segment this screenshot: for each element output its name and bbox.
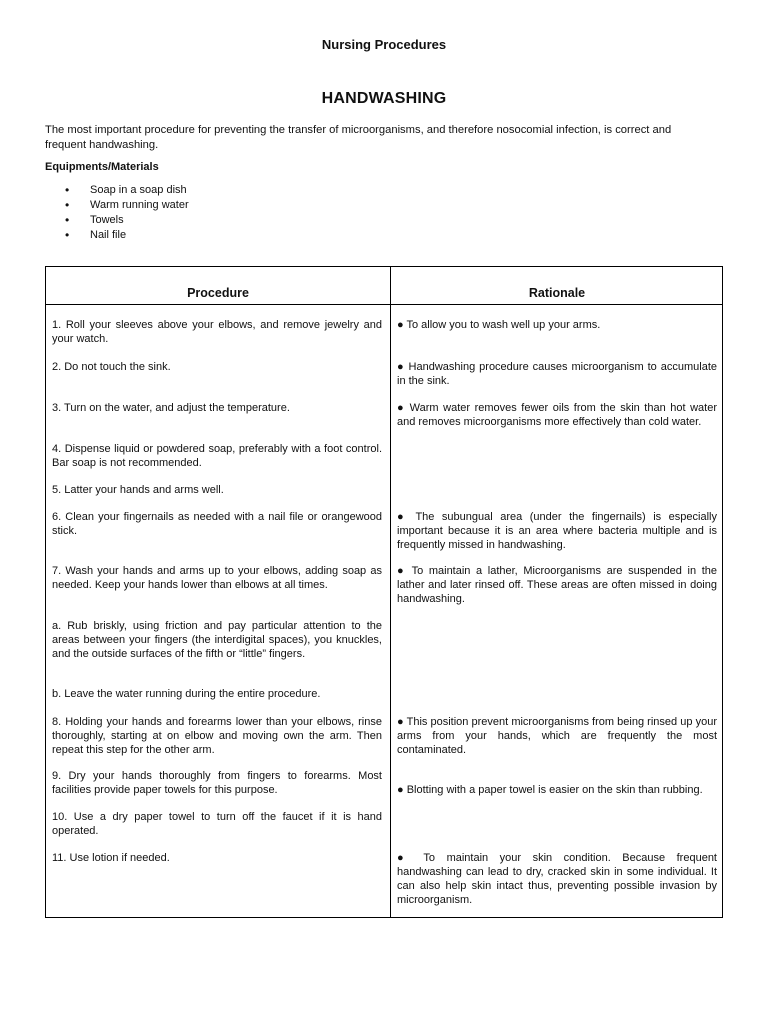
procedure-step: 9. Dry your hands thoroughly from fingers to forearms. Most facilities provide paper towels for this purpose. [52,770,382,796]
materials-list [65,183,189,243]
page-title: Nursing Procedures [321,37,447,52]
procedure-step: a. Rub briskly, using friction and pay particular attention to the areas between your fingers (the interdigital spaces), you knuckles, and the outside surfaces of the fifth or “little” fingers. [52,620,382,660]
procedure-step: 7. Wash your hands and arms up to your elbows, adding soap as needed. Keep your hands lower than elbows at all times. [52,565,382,591]
procedure-step: 5. Latter your hands and arms well. [52,484,224,496]
rationale-item: ● To maintain a lather, Microorganisms are suspended in the lather and later rinsed off. These areas are often missed in doing handwashing. [397,565,717,605]
procedure-column-header: Procedure [187,286,249,300]
list-item: • Nail file [65,228,189,243]
procedure-step: 11. Use lotion if needed. [52,852,170,864]
procedure-step: 1. Roll your sleeves above your elbows, and remove jewelry and your watch. [52,319,382,345]
procedure-step: b. Leave the water running during the entire procedure. [52,688,321,700]
procedure-step: 3. Turn on the water, and adjust the temperature. [52,402,290,414]
rationale-item: ● The subungual area (under the fingernails) is especially important because it is an area where bacteria multiple and is frequently missed in handwashing. [397,511,717,551]
rationale-item: ● Blotting with a paper towel is easier on the skin than rubbing. [397,784,703,796]
list-item: • Towels [65,213,189,228]
column-divider [390,267,391,917]
list-item: • Soap in a soap dish [65,183,189,198]
list-item: • Warm running water [65,198,189,213]
rationale-item: ● To allow you to wash well up your arms. [397,319,601,331]
rationale-item: ● Warm water removes fewer oils from the skin than hot water and removes microorganisms more effectively than cold water. [397,402,717,428]
rationale-item: ● To maintain your skin condition. Because frequent handwashing can lead to dry, cracked skin in some individual. It can also help skin intact thus, preventing possible invasion by microorganism. [397,852,717,906]
document-heading: HANDWASHING [321,90,447,107]
procedure-step: 8. Holding your hands and forearms lower than your elbows, rinse thoroughly, starting at on elbow and moving own the arm. Then repeat this step for the other arm. [52,716,382,756]
procedure-step: 10. Use a dry paper towel to turn off the faucet if it is hand operated. [52,811,382,837]
rationale-item: ● Handwashing procedure causes microorganism to accumulate in the sink. [397,361,717,387]
rationale-item: ● This position prevent microorganisms from being rinsed up your arms from your hands, which are frequently the most contaminated. [397,716,717,756]
procedure-step: 6. Clean your fingernails as needed with a nail file or orangewood stick. [52,511,382,537]
intro-paragraph: The most important procedure for preventing the transfer of microorganisms, and therefore nosocomial infection, is correct and frequent handwashing. [45,124,672,151]
procedure-table [45,266,723,918]
procedure-step: 4. Dispense liquid or powdered soap, preferably with a foot control. Bar soap is not recommended. [52,443,382,469]
header-divider [46,304,722,305]
materials-heading: Equipments/Materials [45,161,159,173]
procedure-step: 2. Do not touch the sink. [52,361,171,373]
rationale-column-header: Rationale [528,286,586,300]
